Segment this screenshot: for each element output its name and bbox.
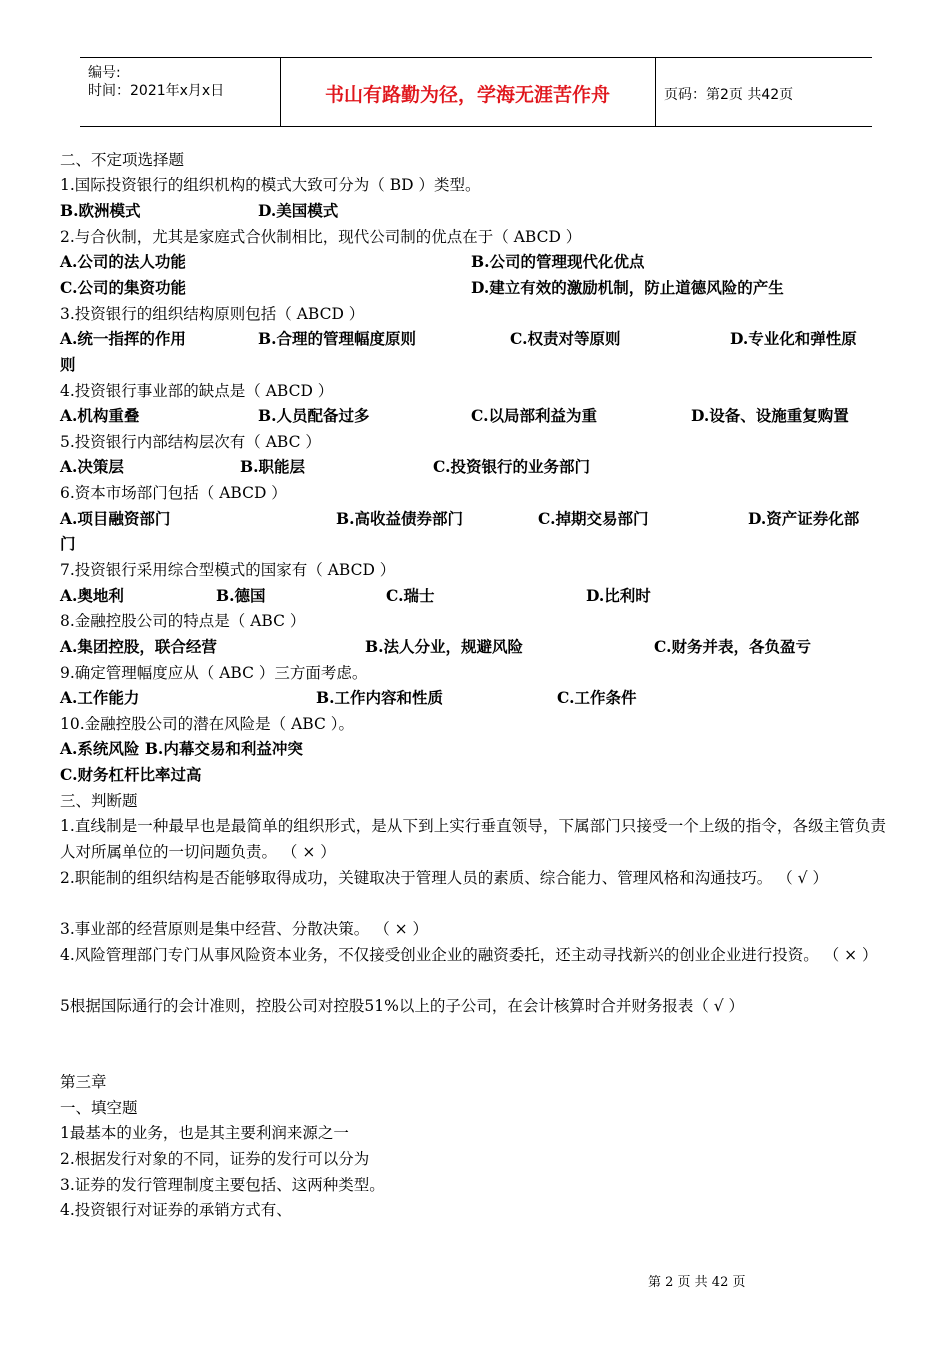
document-header (80, 57, 872, 127)
fill-blank-item: 1最基本的业务，也是其主要利润来源之一 (60, 1124, 349, 1142)
chapter-title: 第三章 (60, 1073, 107, 1091)
question-text: 6.资本市场部门包括（ ABCD ） (60, 484, 287, 502)
option: C.掉期交易部门 (538, 509, 649, 528)
page-footer: 第 2 页 共 42 页 (648, 1275, 746, 1290)
option: C.财务并表，各负盈亏 (654, 637, 811, 656)
question-text: 5.投资银行内部结构层次有（ ABC ） (60, 433, 321, 451)
option: C.瑞士 (386, 586, 435, 605)
judgement-item: 3.事业部的经营原则是集中经营、分散决策。 （ × ） (60, 920, 429, 938)
question-text: 7.投资银行采用综合型模式的国家有（ ABCD ） (60, 561, 396, 579)
option: D.比利时 (586, 586, 651, 605)
option: A.公司的法人功能 (60, 252, 186, 271)
option: B.德国 (216, 586, 266, 605)
option: B.职能层 (240, 457, 305, 476)
fill-blank-item: 3.证券的发行管理制度主要包括、这两种类型。 (60, 1176, 385, 1194)
section-title: 二、不定项选择题 (60, 151, 185, 169)
section-title: 三、判断题 (60, 792, 138, 810)
option-wrap: 则 (60, 355, 76, 374)
option: C.工作条件 (557, 688, 637, 707)
option: B.法人分业，规避风险 (365, 637, 523, 656)
question-text: 2.与合伙制，尤其是家庭式合伙制相比，现代公司制的优点在于（ ABCD ） (60, 228, 582, 246)
option: B.工作内容和性质 (316, 688, 443, 707)
option: D.美国模式 (258, 201, 339, 220)
option: C.财务杠杆比率过高 (60, 765, 202, 784)
header-page-cell (656, 58, 872, 126)
option: A.决策层 (60, 457, 124, 476)
question-text: 9.确定管理幅度应从（ ABC ）三方面考虑。 (60, 664, 368, 682)
option: C.权责对等原则 (510, 329, 621, 348)
judgement-item: 4.风险管理部门专门从事风险资本业务，不仅接受创业企业的融资委托，还主动寻找新兴的创业企业进行投资。 （ × ） (60, 946, 878, 964)
option: A.工作能力 (60, 688, 140, 707)
section-title: 一、填空题 (60, 1099, 138, 1117)
option: B.合理的管理幅度原则 (258, 329, 416, 348)
question-text: 1.国际投资银行的组织机构的模式大致可分为（ BD ）类型。 (60, 176, 481, 194)
judgement-item: 2.职能制的组织结构是否能够取得成功，关键取决于管理人员的素质、综合能力、管理风格和沟通技巧。 （ √ ） (60, 869, 828, 887)
option: A.项目融资部门 (60, 509, 171, 528)
time-label: 时间：2021年x月x日 (88, 83, 225, 99)
option-wrap: 门 (60, 534, 76, 553)
option: D.专业化和弹性原 (730, 329, 857, 348)
question-text: 8.金融控股公司的特点是（ ABC ） (60, 612, 306, 630)
option: A.统一指挥的作用 (60, 329, 186, 348)
option: C.公司的集资功能 (60, 278, 186, 297)
fill-blank-item: 2.根据发行对象的不同，证券的发行可以分为 (60, 1150, 370, 1168)
option: D.设备、设施重复购置 (691, 406, 849, 425)
option: C.以局部利益为重 (471, 406, 597, 425)
header-page-label: 页码：第2页 共42页 (664, 87, 794, 103)
question-text: 4.投资银行事业部的缺点是（ ABCD ） (60, 382, 334, 400)
fill-blank-item: 4.投资银行对证券的承销方式有、 (60, 1201, 292, 1219)
question-text: 3.投资银行的组织结构原则包括（ ABCD ） (60, 305, 365, 323)
judgement-item: 1.直线制是一种最早也是最简单的组织形式，是从下到上实行垂直领导，下属部门只接受一个上级的指令，各级主管负责人对所属单位的一切问题负责。 （ × ） (60, 817, 886, 861)
option: B.公司的管理现代化优点 (471, 252, 645, 271)
option: D.建立有效的激励机制，防止道德风险的产生 (471, 278, 784, 297)
option: D.资产证券化部 (748, 509, 860, 528)
option: B.高收益债券部门 (336, 509, 463, 528)
judgement-item: 5根据国际通行的会计准则，控股公司对控股51%以上的子公司，在会计核算时合并财务报表（ √ ） (60, 997, 745, 1015)
option: A.机构重叠 (60, 406, 140, 425)
option: B.欧洲模式 (60, 201, 141, 220)
number-label: 编号: (88, 65, 121, 81)
question-text: 10.金融控股公司的潜在风险是（ ABC ）。 (60, 715, 354, 733)
option: A.系统风险 B.内幕交易和利益冲突 (60, 739, 303, 758)
option: B.人员配备过多 (258, 406, 370, 425)
option: A.奥地利 (60, 586, 124, 605)
option: C.投资银行的业务部门 (433, 457, 590, 476)
option: A.集团控股，联合经营 (60, 637, 217, 656)
motto-text: 书山有路勤为径，学海无涯苦作舟 (324, 84, 610, 106)
header-meta-cell (80, 58, 281, 126)
header-motto-cell (280, 58, 656, 126)
